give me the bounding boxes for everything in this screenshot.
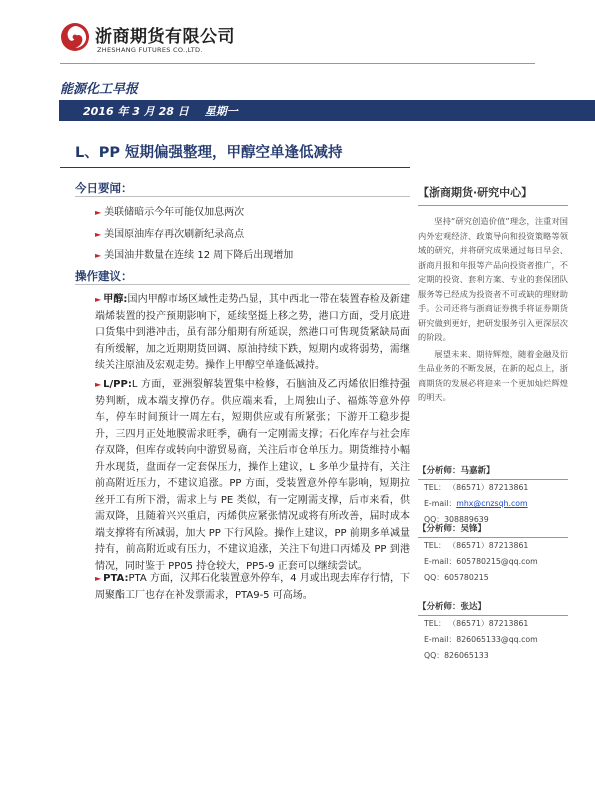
bullet-triangle-icon: ►: [95, 574, 102, 583]
analyst-name: 【分析师：张达】: [418, 600, 568, 616]
report-weekday: 星期一: [204, 105, 238, 118]
advice-text: PTA 方面，汉邦石化装置意外停车，4 月或出现去库存行情，下周聚酯工厂也存在补发票需求，PTA9-5 可高场。: [95, 573, 410, 601]
analyst-name: 【分析师：吴锋】: [418, 522, 568, 538]
analyst-email-line: [424, 632, 568, 648]
advice-methanol: [95, 292, 410, 375]
company-name-cn: 浙商期货有限公司: [95, 27, 235, 47]
analyst-name: 【分析师：马嘉新】: [418, 464, 568, 480]
company-name-en: ZHESHANG FUTURES CO.,LTD.: [97, 46, 203, 54]
advice-lead: 甲醇:: [103, 294, 128, 305]
analyst-tel: TEL： （86571）87213861: [424, 541, 529, 550]
report-headline: L、PP 短期偏强整理，甲醇空单逢低减持: [75, 145, 343, 161]
advice-text: L 方面，亚洲裂解装置集中检修，石脑油及乙丙烯依旧维持强势判断，成本端支撑仍存。供应端来看，上周独山子、福炼等意外停车，停车时间预计一周左右，短期供应或有所紧张；下游开工稳步提升，三四月正处地膜需求旺季，确有一定刚需支撑；石化库存与社会库存双降，但库存或转向中游贸易商，关注后市仓单压力。期货维持小幅升水现货，盘面存一定套保压力，操作上建议，L 多单少量持有，关注前高附近压力，不建议追涨。PP 方面，受装置意外停车影响，短期拉丝开工有所下滑，需求上与 PE 类似，有一定刚需支撑，后市来看，供需双降，且随着兴兴重启，丙烯供应紧张情况或将有所改善，届时成本端支撑将有所减弱，加大 PP 下行风险。操作上建议，PP 前期多单减量持有，前高附近或有压力，不建议追涨，关注下旬进口丙烯及 PP 到港情况，同时鉴于 PP05 持仓较大，PP5-9 正套可以继续尝试。: [95, 379, 410, 572]
advice-divider: [75, 284, 410, 285]
news-item-text: 美国油井数量在连续 12 周下降后出现增加: [104, 250, 294, 261]
advice-lead: PTA:: [103, 573, 129, 584]
news-heading: 今日要闻：: [75, 181, 133, 195]
email-label: E-mail：: [424, 557, 457, 566]
analyst-card: [418, 522, 568, 586]
report-title: 能源化工早报: [60, 82, 139, 97]
header-divider: [60, 63, 535, 64]
sidebar-divider: [418, 205, 568, 206]
news-item: [95, 246, 293, 261]
bullet-triangle-icon: ►: [95, 230, 102, 239]
news-item-text: 美联储暗示今年可能仅加息两次: [104, 207, 245, 218]
analyst-card: [418, 464, 568, 528]
bullet-triangle-icon: ►: [95, 251, 102, 260]
email-label: E-mail：: [424, 635, 457, 644]
analyst-email: 826065133@qq.com: [456, 635, 538, 644]
analyst-tel: TEL： （86571）87213861: [424, 483, 529, 492]
analyst-email: 605780215@qq.com: [456, 557, 538, 566]
zheshang-logo-icon: [60, 22, 90, 52]
advice-text: 国内甲醇市场区域性走势凸显，其中西北一带在装置春检及新建端烯装置的投产预期影响下，延续坚挺上移之势，港口方面，受月底进口货集中到港冲击，虽有部分船期有所延误，然港口可售现货紧缺局面有所缓解，加之近期期货回调、原油持续下跌，短期内或将弱势，需继续关注原油及宏观走势。操作上甲醇空单逢低减持。: [95, 294, 411, 371]
advice-pta: [95, 571, 410, 604]
sidebar-intro: 坚持“研究创造价值”理念，注重对国内外宏观经济、政策导向和投资策略等领域的研究，并将研究成果通过每日早会、浙商月报和年报等产品向投资者推广，不定期的投资、套利方案、专业的套保团队服务等已经成为投资者不可或缺的理财助手。公司还将与浙商证券携手将证券期货研究做到更好，把研发服务引入更深层次的阶段。: [418, 216, 568, 342]
news-divider: [75, 196, 410, 197]
bullet-triangle-icon: ►: [95, 380, 102, 389]
analyst-qq: QQ：605780215: [424, 573, 489, 582]
analyst-email-link[interactable]: mhx@cnzsqh.com: [456, 499, 528, 508]
analyst-tel: TEL： （86571）87213861: [424, 619, 529, 628]
sidebar-title: 【浙商期货·研究中心】: [418, 186, 533, 199]
advice-lead: L/PP:: [103, 379, 132, 390]
bullet-triangle-icon: ►: [95, 208, 102, 217]
research-center-sidebar: [418, 184, 568, 405]
analyst-card: [418, 600, 568, 664]
analyst-qq: QQ：826065133: [424, 651, 489, 660]
advice-heading: 操作建议：: [75, 269, 133, 283]
email-label: E-mail：: [424, 499, 457, 508]
advice-l-pp: [95, 377, 410, 575]
news-item: [95, 225, 244, 240]
analyst-email-line: [424, 554, 568, 570]
page-header: [0, 0, 595, 70]
report-date: 2016 年 3 月 28 日: [83, 105, 189, 118]
sidebar-outlook: 展望未来、期待辉煌，随着金融及衍生品业务的不断发展，在新的起点上，浙商期货的发展必将迎来一个更加灿烂辉煌的明天。: [418, 348, 568, 402]
bullet-triangle-icon: ►: [95, 295, 102, 304]
news-item-text: 美国原油库存再次刷新纪录高点: [104, 229, 245, 240]
headline-divider: [60, 167, 410, 168]
analyst-qq: QQ：308889639: [424, 515, 489, 524]
analyst-email-line: [424, 496, 568, 512]
news-item: [95, 203, 244, 218]
report-date-line: [83, 103, 238, 119]
